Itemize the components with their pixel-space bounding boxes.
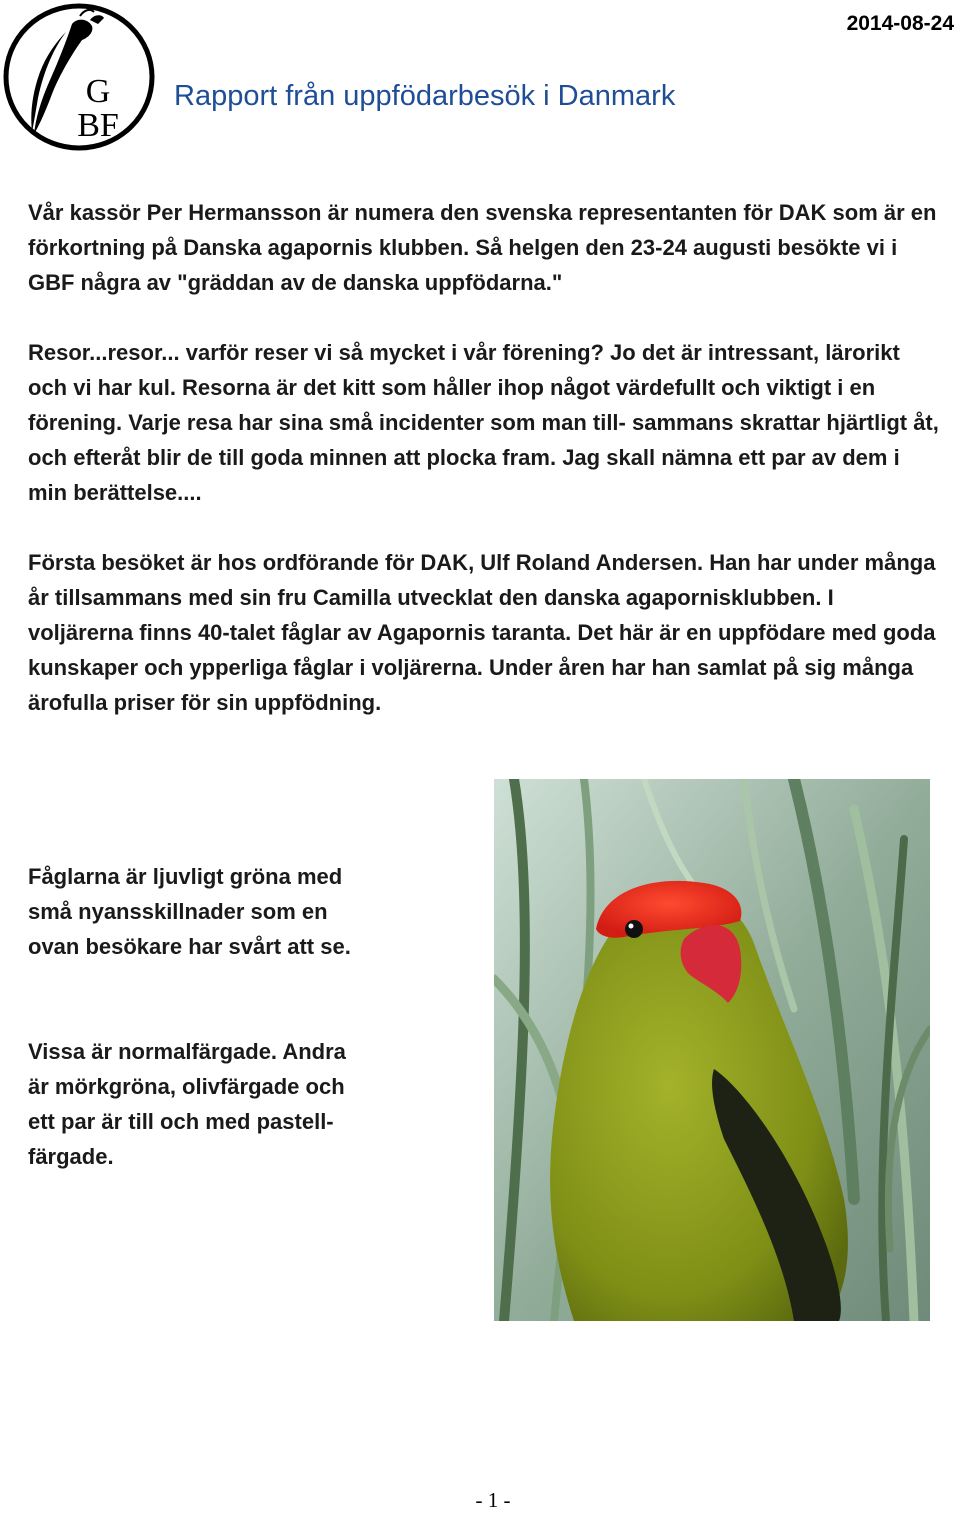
logo-letters-bottom: BF <box>77 107 119 144</box>
caption-paragraph-green: Fåglarna är ljuvligt gröna med små nyansskillnader som en ovan besökare har svårt att se. <box>28 864 351 959</box>
page-number: - 1 - <box>475 1488 511 1512</box>
travel-paragraph: Resor...resor... varför reser vi så mycket i vår förening? Jo det är intressant, lärorikt och vi har kul. Resorna är det kitt som håller ihop något värdefullt och viktigt i en förening. Varje resa har sina små incidenter som man till- sammans skrattar hjärtligt åt, och efteråt blir de till goda minnen att plocka fram. Jag skall nämna ett par av dem i min berättelse.... <box>28 340 939 505</box>
report-date: 2014-08-24 <box>846 12 954 35</box>
first-visit-paragraph: Första besöket är hos ordförande för DAK, Ulf Roland Andersen. Han har under många år tillsammans med sin fru Camilla utvecklat den danska agapornisklubben. I voljärerna finns 40-talet fåglar av Agapornis taranta. Det här är en uppfödare med goda kunskaper och ypperliga fåglar i voljärerna. Under åren har han samlat på sig många ärofulla priser för sin uppfödning. <box>28 550 936 715</box>
logo-letters: G <box>85 73 111 110</box>
gbf-logo <box>2 2 156 152</box>
caption-paragraph-colors: Vissa är normalfärgade. Andra är mörkgröna, olivfärgade och ett par är till och med pastell- färgade. <box>28 1039 346 1169</box>
page-title: Rapport från uppfödarbesök i Danmark <box>174 80 676 112</box>
parrot-photo <box>494 779 930 1321</box>
intro-paragraph: Vår kassör Per Hermansson är numera den svenska representanten för DAK som är en förkortning på Danska agapornis klubben. Så helgen den 23-24 augusti besökte vi i GBF några av "gräddan av de danska uppfödarna." <box>28 200 937 295</box>
parrot-eye <box>625 920 643 938</box>
